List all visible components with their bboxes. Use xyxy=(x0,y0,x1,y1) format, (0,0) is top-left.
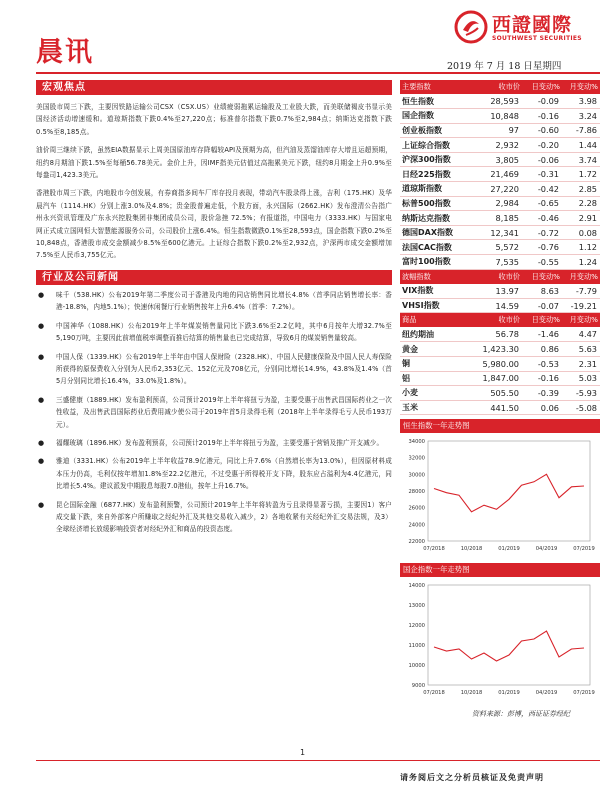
table-row xyxy=(400,167,600,182)
table-cell: 14.59 xyxy=(460,298,522,313)
table-cell: 3.74 xyxy=(562,152,600,167)
column-header: 主要指数 xyxy=(400,80,460,94)
table-cell: -0.76 xyxy=(522,240,562,255)
row-label: 道琼斯指数 xyxy=(400,182,460,197)
table-cell: -7.86 xyxy=(562,123,600,138)
row-label: 小麦 xyxy=(400,386,460,401)
disclaimer-note: 请务阅后文之分析员核证及免责声明 xyxy=(400,773,544,782)
table-cell: 5.03 xyxy=(562,371,600,386)
table-cell: -0.31 xyxy=(522,167,562,182)
table-row xyxy=(400,386,600,401)
table-cell: -0.65 xyxy=(522,196,562,211)
page-title: 晨讯 xyxy=(36,37,94,68)
list-item: ● 雅迪（3331.HK）公布2019年上半年收益78.9亿港元，同比上升7.6%（自然增长率为13.0%），但因原材料成本压力仍高，毛利仅按年增加1.8%至22.2亿港元，不过受惠于所得税开支下降，股东应占溢利为4.4亿港元，同比增长5.4%。建议派发中期股息每股7.0港仙，按年上升16.7%。 xyxy=(36,455,392,492)
page-number: 1 xyxy=(300,748,306,757)
row-label: VHSI指数 xyxy=(400,298,460,313)
column-header: 日变动% xyxy=(522,313,562,327)
table-header-row xyxy=(400,313,600,327)
y-tick-label: 26000 xyxy=(408,506,425,513)
table-cell: -0.39 xyxy=(522,386,562,401)
row-label: 铝 xyxy=(400,371,460,386)
table-cell: -0.07 xyxy=(522,298,562,313)
table-row xyxy=(400,400,600,415)
column-header: 波幅指数 xyxy=(400,270,460,284)
table-cell: -0.16 xyxy=(522,371,562,386)
hsi-chart-title: 恒生指数一年走势图 xyxy=(400,419,600,433)
table-cell: 0.06 xyxy=(522,400,562,415)
table-cell: 505.50 xyxy=(460,386,522,401)
table-cell: 1.72 xyxy=(562,167,600,182)
table-cell: 4.47 xyxy=(562,327,600,342)
table-cell: -5.93 xyxy=(562,386,600,401)
y-tick-label: 22000 xyxy=(408,539,425,546)
table-cell: -0.55 xyxy=(522,255,562,270)
table-row xyxy=(400,123,600,138)
table-cell: 2.85 xyxy=(562,182,600,197)
list-item: ● 昆仑国际金融（6877.HK）发布盈利预警，公司预计2019年上半年将转盈为亏且录得显著亏损，主要因1）客户成交量下跌，来自外部客户所赚取之经纪外汇及其他交易收入减少，2）各地收紧有关经纪外汇交易法规，及3）全球经济增长放缓影响投资者对经纪外汇和商品的投资态度。 xyxy=(36,499,392,536)
row-label: 上证综合指数 xyxy=(400,138,460,153)
table-cell: 5.63 xyxy=(562,342,600,357)
industry-heading: 行业及公司新闻 xyxy=(36,270,392,285)
table-cell: -0.42 xyxy=(522,182,562,197)
y-tick-label: 14000 xyxy=(408,583,425,590)
table-cell: 5,572 xyxy=(460,240,522,255)
x-tick-label: 04/2019 xyxy=(535,546,558,553)
table-cell: 1.44 xyxy=(562,138,600,153)
table-cell: 3.24 xyxy=(562,109,600,124)
indices-table xyxy=(400,80,600,270)
column-header: 收市价 xyxy=(460,313,522,327)
table-cell: 3,805 xyxy=(460,152,522,167)
table-header-row xyxy=(400,270,600,284)
table-cell: 12,341 xyxy=(460,225,522,240)
table-row xyxy=(400,284,600,299)
y-tick-label: 32000 xyxy=(408,456,425,463)
table-cell: 3.98 xyxy=(562,94,600,109)
table-cell: -0.72 xyxy=(522,225,562,240)
row-label: VIX指数 xyxy=(400,284,460,299)
row-label: 德国DAX指数 xyxy=(400,225,460,240)
x-tick-label: 01/2019 xyxy=(498,690,520,697)
list-item: ● 三盛健康（1889.HK）发布盈利预喜，公司预计2019年上半年将扭亏为盈，主要受惠于出售武昌国际药业之一次性收益，及出售武昌国际药业后费用减少使公司于2019年首5月录得毛利（2018年上半年录得毛亏人民币193万元）。 xyxy=(36,394,392,431)
table-cell: 2.28 xyxy=(562,196,600,211)
table-cell: -19.21 xyxy=(562,298,600,313)
table-row xyxy=(400,109,600,124)
table-header-row xyxy=(400,80,600,94)
row-label: 沪深300指数 xyxy=(400,152,460,167)
table-cell: -5.08 xyxy=(562,400,600,415)
left-column xyxy=(36,80,392,542)
brand-mark-icon xyxy=(454,10,488,44)
hscei-line-chart xyxy=(400,577,600,703)
table-cell: -0.16 xyxy=(522,109,562,124)
table-row xyxy=(400,152,600,167)
x-tick-label: 10/2018 xyxy=(460,546,483,553)
list-item: ● 中国人保（1339.HK）公布2019年上半年由中国人保财险（2328.HK）、中国人民健康保险及中国人民人寿保险所获得的原保费收入分别为人民币2,353亿元、152亿元及708亿元，分别同比增长14.9%，43.8%及1.4%（首5月分别同比增长16.4%，33.0%及1.8%）。 xyxy=(36,351,392,388)
table-row xyxy=(400,371,600,386)
column-header: 收市价 xyxy=(460,80,522,94)
y-tick-label: 34000 xyxy=(408,439,425,446)
industry-news-list xyxy=(36,289,392,536)
column-header: 收市价 xyxy=(460,270,522,284)
y-tick-label: 9000 xyxy=(411,683,425,690)
macro-paragraph: 香港股市周三下跌，内地股市今创发展，有券商指多间车厂库存投月表现，带动汽车股录得上涨，吉利（175.HK）及华晨汽车（1114.HK）分别上涨3.0%及4.8%；贵金股普遍走低，个股方面，永兴国际（2662.HK）发布澄清公告指广州永兴资讯管理及广东永兴控股集团非集团成员公司，股价急挫 72.5%；有报道指，中国电力（3333.HK）与国家电网正式成立国网恒大智慧能源服务公司，公司股价上涨6.4%。恒生指数微跌0.1%至28,593点，国企指数下跌0.2%至10,848点，香港股市成交金额减少8.5%至600亿港元。上证综合指数下跌0.2%至2,932点，沪深两市成交金额增加7.5%至人民币3,755亿元。 xyxy=(36,189,392,260)
source-note: 资料来源：彭博，西证证券经纪 xyxy=(472,710,570,719)
y-tick-label: 11000 xyxy=(408,643,425,650)
y-tick-label: 10000 xyxy=(408,663,425,670)
plot-frame xyxy=(428,585,590,685)
list-item: ● 福耀玻璃（1896.HK）发布盈利预喜，公司预计2019年上半年将扭亏为盈，主要受惠于营销及推广开支减少。 xyxy=(36,437,392,449)
table-cell: -7.79 xyxy=(562,284,600,299)
row-label: 创业板指数 xyxy=(400,123,460,138)
macro-paragraph: 油价周三继续下跌，虽然EIA数据显示上周美国原油库存降幅较API及预期为高，但汽油及蒸馏油库存大增且运超预期，纽约8月期油下跌1.5%至每桶56.78美元。金价上升，因IMF指美元估值过高拖累美元下跌，纽约8月期金上升0.9%至每盎司1,423.3美元。 xyxy=(36,146,392,180)
table-row xyxy=(400,298,600,313)
table-row xyxy=(400,211,600,226)
table-row xyxy=(400,255,600,270)
table-row xyxy=(400,94,600,109)
brand-name: 西證國際 xyxy=(492,14,573,36)
hsi-line-chart xyxy=(400,433,600,559)
row-label: 黄金 xyxy=(400,342,460,357)
volatility-table xyxy=(400,270,600,314)
row-label: 恒生指数 xyxy=(400,94,460,109)
hscei-chart-title: 国企指数一年走势图 xyxy=(400,563,600,577)
column-header: 月变动% xyxy=(562,313,600,327)
brand-logo xyxy=(452,8,600,48)
table-row xyxy=(400,357,600,372)
table-cell: 10,848 xyxy=(460,109,522,124)
right-column xyxy=(400,80,600,719)
row-label: 玉米 xyxy=(400,400,460,415)
x-tick-label: 01/2019 xyxy=(498,546,520,553)
table-cell: -0.20 xyxy=(522,138,562,153)
table-cell: -0.53 xyxy=(522,357,562,372)
table-cell: 28,593 xyxy=(460,94,522,109)
table-cell: -0.09 xyxy=(522,94,562,109)
list-item: ● 中国神华（1088.HK）公布2019年上半年煤炭销售量同比下跌3.6%至2.2亿吨，其中6月按年大增32.7%至5,190万吨，主要因此前增值税率调整而推后结算的销售量也已完成结算，导致6月的煤炭销售量较高。 xyxy=(36,320,392,345)
y-tick-label: 24000 xyxy=(408,522,425,529)
table-row xyxy=(400,196,600,211)
x-tick-label: 07/2018 xyxy=(423,690,445,697)
table-cell: -1.46 xyxy=(522,327,562,342)
column-header: 月变动% xyxy=(562,270,600,284)
x-tick-label: 07/2018 xyxy=(423,546,445,553)
column-header: 月变动% xyxy=(562,80,600,94)
table-cell: 0.86 xyxy=(522,342,562,357)
row-label: 法国CAC指数 xyxy=(400,240,460,255)
macro-paragraph: 美国股市周三下跌，主要因铁路运输公司CSX（CSX.US）业绩疲弱拖累运输股及工业股大跌，而美联储褐皮书显示美国经济活动增速缓和。道琼斯指数下跌0.4%至27,220点；标准普尔指数下跌0.7%至2,984点；纳斯达克指数下跌0.5%至8,185点。 xyxy=(36,103,392,136)
y-tick-label: 13000 xyxy=(408,603,425,610)
table-cell: 1,423.30 xyxy=(460,342,522,357)
row-label: 富时100指数 xyxy=(400,255,460,270)
series-line xyxy=(434,631,584,661)
table-cell: 2,984 xyxy=(460,196,522,211)
y-tick-label: 28000 xyxy=(408,489,425,496)
table-cell: -0.06 xyxy=(522,152,562,167)
column-header: 日变动% xyxy=(522,80,562,94)
x-tick-label: 10/2018 xyxy=(460,690,483,697)
table-row xyxy=(400,327,600,342)
list-item: ● 味千（538.HK）公布2019年第二季度公司于香港及内地的同店销售同比增长4.8%（首季同店销售增长率：香港-18.8%，内地5.1%）；快速休闲餐厅行业销售按年上升6.4%（首季：7.2%）。 xyxy=(36,289,392,314)
plot-frame xyxy=(428,441,590,541)
table-cell: 2,932 xyxy=(460,138,522,153)
row-label: 国企指数 xyxy=(400,109,460,124)
table-row xyxy=(400,225,600,240)
column-header: 日变动% xyxy=(522,270,562,284)
series-line xyxy=(434,475,584,513)
row-label: 日经225指数 xyxy=(400,167,460,182)
table-cell: 1.24 xyxy=(562,255,600,270)
table-cell: 21,469 xyxy=(460,167,522,182)
table-cell: 441.50 xyxy=(460,400,522,415)
table-cell: 56.78 xyxy=(460,327,522,342)
row-label: 铜 xyxy=(400,357,460,372)
x-tick-label: 04/2019 xyxy=(535,690,558,697)
brand-english: SOUTHWEST SECURITIES xyxy=(492,35,582,42)
table-cell: 1,847.00 xyxy=(460,371,522,386)
table-cell: 7,535 xyxy=(460,255,522,270)
table-cell: 8.63 xyxy=(522,284,562,299)
table-cell: 27,220 xyxy=(460,182,522,197)
column-header: 商品 xyxy=(400,313,460,327)
x-tick-label: 07/2019 xyxy=(573,546,595,553)
table-cell: 5,980.00 xyxy=(460,357,522,372)
y-tick-label: 30000 xyxy=(408,472,425,479)
commodity-table xyxy=(400,313,600,415)
table-row xyxy=(400,240,600,255)
table-cell: -0.60 xyxy=(522,123,562,138)
table-cell: 0.08 xyxy=(562,225,600,240)
table-cell: 8,185 xyxy=(460,211,522,226)
y-tick-label: 12000 xyxy=(408,623,425,630)
macro-heading: 宏观焦点 xyxy=(36,80,392,95)
footer-divider xyxy=(36,760,600,761)
report-date: 2019 年 7 月 18 日星期四 xyxy=(447,61,562,72)
table-cell: 1.12 xyxy=(562,240,600,255)
row-label: 纳斯达克指数 xyxy=(400,211,460,226)
table-cell: 97 xyxy=(460,123,522,138)
table-cell: 2.91 xyxy=(562,211,600,226)
table-cell: 2.31 xyxy=(562,357,600,372)
table-row xyxy=(400,138,600,153)
x-tick-label: 07/2019 xyxy=(573,690,595,697)
table-cell: 13.97 xyxy=(460,284,522,299)
table-row xyxy=(400,342,600,357)
table-row xyxy=(400,182,600,197)
row-label: 标普500指数 xyxy=(400,196,460,211)
table-cell: -0.46 xyxy=(522,211,562,226)
header-divider xyxy=(36,72,600,74)
row-label: 纽约期油 xyxy=(400,327,460,342)
